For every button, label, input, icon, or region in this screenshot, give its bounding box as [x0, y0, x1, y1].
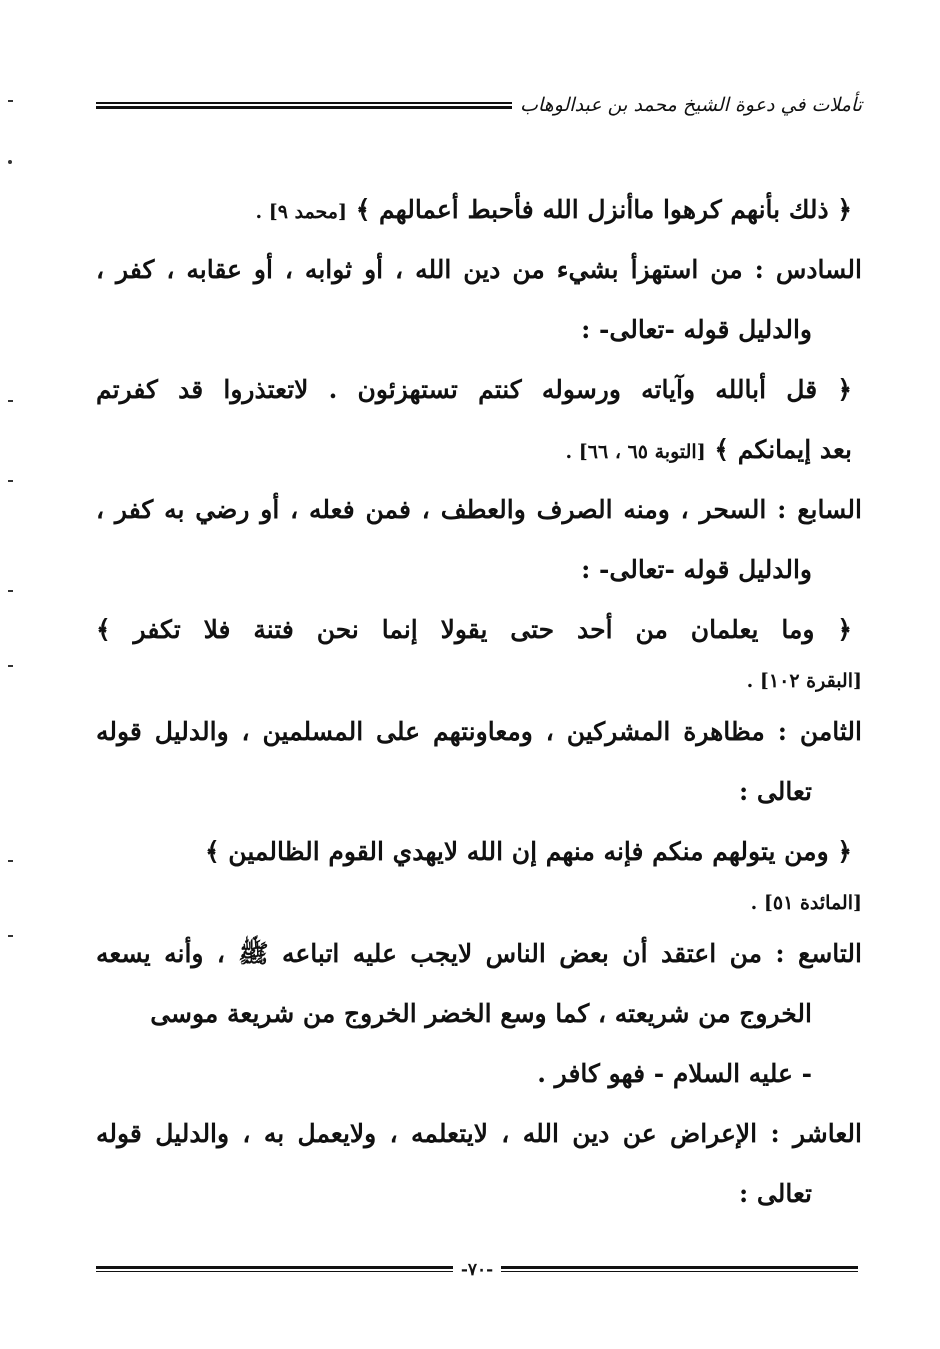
header-double-rule	[96, 100, 512, 110]
verse-reference-line-4	[96, 882, 862, 924]
scan-edge-mark	[8, 400, 13, 402]
running-header	[96, 90, 862, 120]
page-footer	[96, 1258, 858, 1282]
verse-text: ﴿ ذلك بأنهم كرهوا ماأنزل الله فأحبط أعمالهم ﴾	[355, 195, 852, 224]
item-seventh-line-1: السابع : السحر ، ومنه الصرف والعطف ، فمن فعله ، أو رضي به كفر ،	[96, 495, 862, 524]
scan-edge-mark	[8, 665, 13, 667]
scan-edge-mark	[8, 480, 13, 482]
verse-line-2b	[96, 420, 862, 480]
item-seventh-line-2: والدليل قوله -تعالى- :	[581, 555, 812, 584]
scan-edge-mark	[8, 160, 12, 164]
item-ninth-line-2: الخروج من شريعته ، كما وسع الخضر الخروج من شريعة موسى	[150, 999, 812, 1028]
item-sixth-line-2: والدليل قوله -تعالى- :	[581, 315, 812, 344]
verse-line-3: ﴿ وما يعلمان من أحد حتى يقولا إنما نحن فتنة فلا تكفر ﴾	[96, 615, 852, 644]
verse-reference: [المائدة ٥١] .	[750, 892, 862, 914]
verse-line-1	[96, 180, 862, 240]
item-eighth-line-2: تعالى :	[738, 777, 812, 806]
scan-edge-mark	[8, 935, 13, 937]
verse-reference: [التوبة ٦٥ ، ٦٦] .	[565, 441, 706, 463]
verse-reference-line-3	[96, 660, 862, 702]
footer-rule-right	[501, 1266, 858, 1274]
verse-line-4: ﴿ ومن يتولهم منكم فإنه منهم إن الله لايهدي القوم الظالمين ﴾	[204, 837, 852, 866]
item-ninth-line-3: - عليه السلام - فهو كافر .	[537, 1059, 812, 1088]
item-tenth-line-2: تعالى :	[738, 1179, 812, 1208]
verse-line-2a: ﴿ قل أبالله وآياته ورسوله كنتم تستهزئون . لاتعتذروا قد كفرتم	[96, 375, 852, 404]
item-sixth-line-1: السادس : من استهزأ بشيء من دين الله ، أو ثوابه ، أو عقابه ، كفر ،	[96, 255, 862, 284]
verse-reference: [محمد ٩] .	[255, 201, 347, 223]
item-eighth-line-1: الثامن : مظاهرة المشركين ، ومعاونتهم على المسلمين ، والدليل قوله	[96, 717, 862, 746]
scan-edge-mark	[8, 100, 13, 102]
scan-edge-mark	[8, 590, 13, 592]
verse-reference: [البقرة ١٠٢] .	[746, 670, 862, 692]
header-title: تأملات في دعوة الشيخ محمد بن عبدالوهاب	[520, 94, 862, 116]
verse-text: بعد إيمانكم ﴾	[714, 435, 852, 464]
item-ninth-line-1: التاسع : من اعتقد أن بعض الناس لايجب عليه اتباعه ﷺ ، وأنه يسعه	[96, 939, 862, 968]
page-number: -٧٠-	[460, 1260, 494, 1280]
footer-rule-left	[96, 1266, 453, 1274]
scan-edge-mark	[8, 860, 13, 862]
item-tenth-line-1: العاشر : الإعراض عن دين الله ، لايتعلمه ، ولايعمل به ، والدليل قوله	[96, 1119, 862, 1148]
page-body	[96, 180, 862, 1224]
